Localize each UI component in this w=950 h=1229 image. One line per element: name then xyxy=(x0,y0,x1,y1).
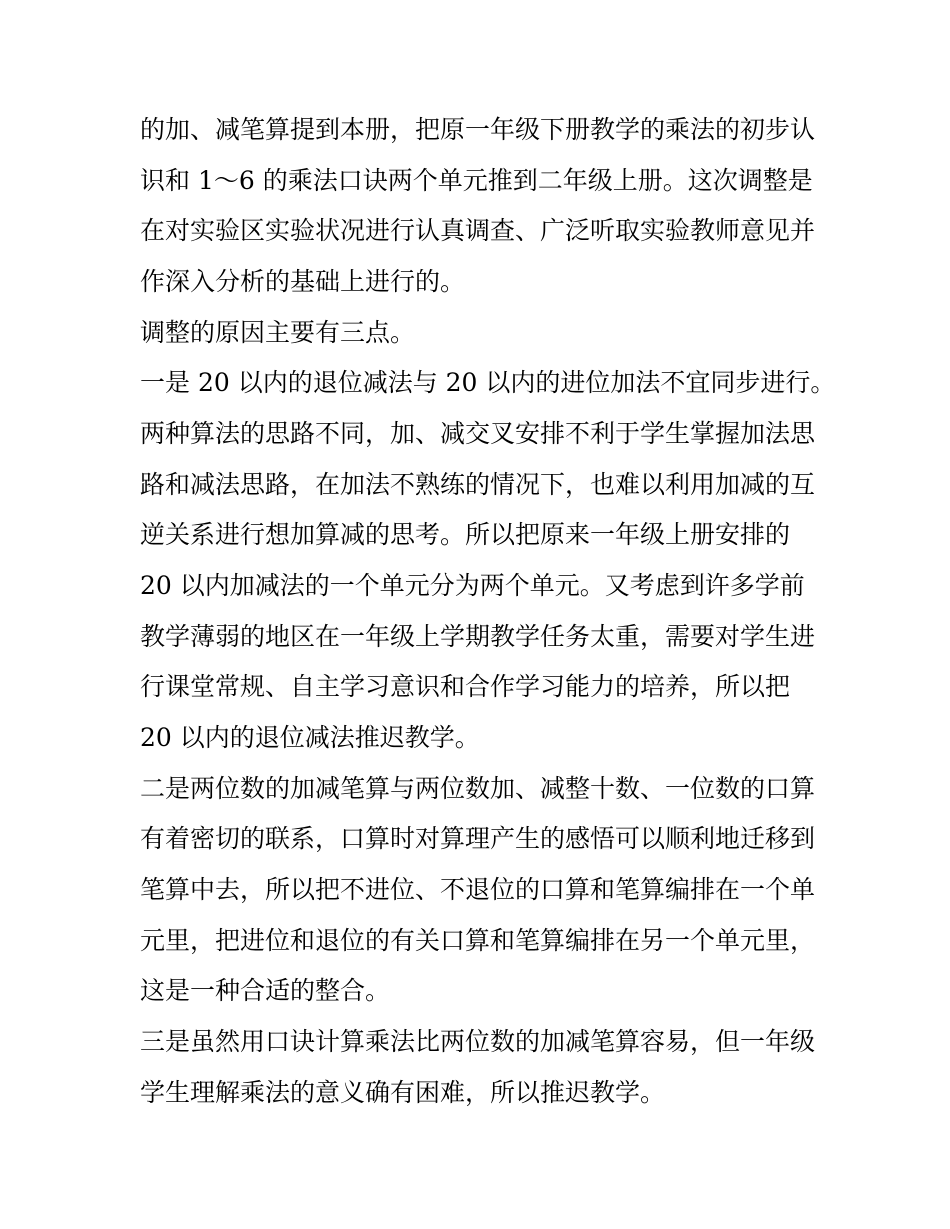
text-line: 笔算中去，所以把不进位、不退位的口算和笔算编排在一个单 xyxy=(140,875,816,904)
text-line: 教学薄弱的地区在一年级上学期教学任务太重，需要对学生进 xyxy=(140,622,816,651)
text-line: 行课堂常规、自主学习意识和合作学习能力的培养，所以把 xyxy=(140,672,791,701)
text-line: 20 以内的退位减法推迟教学。 xyxy=(140,723,480,752)
text-line: 这是一种合适的整合。 xyxy=(140,976,391,1005)
text-line: 20 以内加减法的一个单元分为两个单元。又考虑到许多学前 xyxy=(140,571,805,600)
text-line: 有着密切的联系，口算时对算理产生的感悟可以顺利地迁移到 xyxy=(140,824,816,853)
text-line: 学生理解乘法的意义确有困难，所以推迟教学。 xyxy=(140,1078,666,1107)
text-line: 逆关系进行想加算减的思考。所以把原来一年级上册安排的 xyxy=(140,520,791,549)
text-line: 在对实验区实验状况进行认真调查、广泛听取实验教师意见并 xyxy=(140,216,816,245)
text-line: 调整的原因主要有三点。 xyxy=(140,318,416,347)
text-line: 两种算法的思路不同，加、减交叉安排不利于学生掌握加法思 xyxy=(140,419,816,448)
text-line: 路和减法思路，在加法不熟练的情况下，也难以利用加减的互 xyxy=(140,470,816,499)
text-line: 一是 20 以内的退位减法与 20 以内的进位加法不宜同步进行。 xyxy=(140,368,836,397)
text-line: 作深入分析的基础上进行的。 xyxy=(140,267,466,296)
text-line: 三是虽然用口诀计算乘法比两位数的加减笔算容易，但一年级 xyxy=(140,1027,816,1056)
text-line: 的加、减笔算提到本册，把原一年级下册教学的乘法的初步认 xyxy=(140,115,816,144)
text-line: 元里，把进位和退位的有关口算和笔算编排在另一个单元里， xyxy=(140,926,816,955)
text-line: 二是两位数的加减笔算与两位数加、减整十数、一位数的口算 xyxy=(140,774,816,803)
text-line: 识和 1～6 的乘法口诀两个单元推到二年级上册。这次调整是 xyxy=(140,166,813,195)
